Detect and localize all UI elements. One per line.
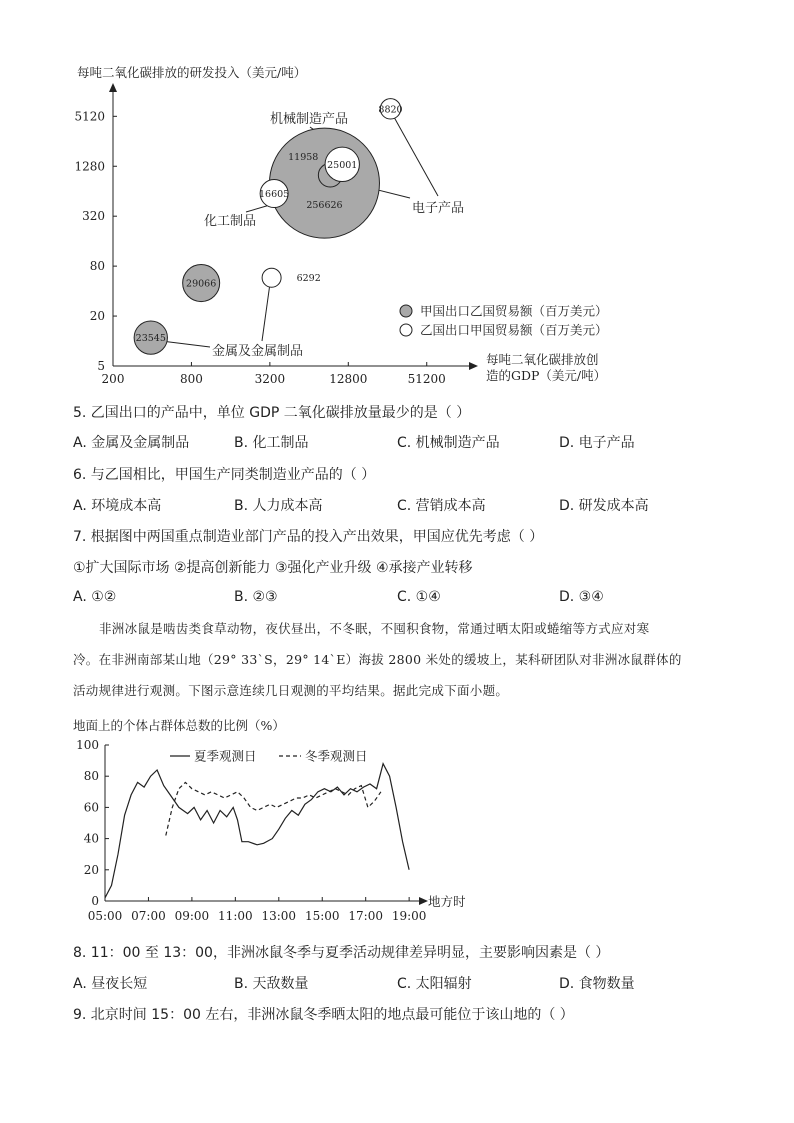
x-tick-label: 13:00: [261, 909, 297, 923]
legend-swatch: [400, 305, 412, 317]
passage-line-2: 冷。在非洲南部某山地（29° 33`S，29° 14`E）海拔 2800 米处的缓坡上，某科研团队对非洲冰鼠群体的: [73, 652, 682, 667]
q6-option-c[interactable]: C. 营销成本高: [397, 498, 486, 514]
q7-option-d[interactable]: D. ③④: [559, 589, 604, 605]
y-tick-label: 1280: [74, 159, 105, 174]
y-tick-label: 0: [91, 894, 99, 908]
x-tick-label: 17:00: [348, 909, 383, 923]
line-chart-ylabel: 地面上的个体占群体总数的比例（%）: [73, 718, 285, 733]
bubble-value-label: 8820: [378, 104, 403, 116]
y-tick-label: 40: [83, 831, 99, 846]
leader-line: [166, 342, 210, 347]
bubble-value-label: 11958: [288, 152, 319, 164]
bubble-value-label: 23545: [135, 333, 166, 345]
legend-label-summer: 夏季观测日: [194, 748, 257, 764]
summer-series-line: [105, 764, 409, 898]
x-tick-label: 200: [101, 372, 125, 386]
y-tick-label: 20: [89, 309, 105, 324]
y-tick-label: 20: [83, 862, 99, 877]
x-tick-label: 19:00: [391, 909, 427, 923]
bubble: [262, 268, 281, 287]
legend-label: 乙国出口甲国贸易额（百万美元）: [420, 322, 608, 338]
leader-line: [246, 206, 268, 212]
x-tick-label: 07:00: [131, 909, 166, 923]
bubble-chart-ylabel: 每吨二氧化碳排放的研发投入（美元/吨）: [77, 65, 307, 80]
x-tick-label: 09:00: [174, 909, 210, 923]
leader-line: [262, 286, 270, 341]
q6-stem: 6. 与乙国相比，甲国生产同类制造业产品的（ ）: [73, 467, 376, 483]
activity-line-chart: [0, 710, 794, 930]
annotation-machinery: 机械制造产品: [270, 112, 349, 127]
x-tick-label: 800: [179, 372, 203, 386]
passage-line-1: 非洲冰鼠是啮齿类食草动物，夜伏昼出，不冬眠，不囤积食物，常通过晒太阳或蜷缩等方式应对寒: [99, 621, 650, 636]
x-tick-label: 15:00: [304, 909, 340, 923]
passage-line-3: 活动规律进行观测。下图示意连续几日观测的平均结果。据此完成下面小题。: [73, 683, 509, 698]
q7-choices: ①扩大国际市场 ②提高创新能力 ③强化产业升级 ④承接产业转移: [73, 560, 473, 576]
q5-option-c[interactable]: C. 机械制造产品: [397, 435, 500, 451]
y-tick-label: 80: [83, 769, 99, 784]
leader-line: [395, 118, 438, 196]
legend-label-winter: 冬季观测日: [305, 748, 368, 764]
q7-option-a[interactable]: A. ①②: [73, 589, 117, 605]
q8-option-b[interactable]: B. 天敌数量: [234, 976, 309, 992]
annotation-metal: 金属及金属制品: [212, 344, 304, 359]
legend-label: 甲国出口乙国贸易额（百万美元）: [420, 303, 608, 319]
y-tick-label: 5: [97, 359, 105, 373]
q9-stem: 9. 北京时间 15：00 左右，非洲冰鼠冬季晒太阳的地点最可能位于该山地的（ ）: [73, 1007, 574, 1023]
legend-swatch: [400, 324, 412, 336]
x-tick-label: 51200: [407, 372, 446, 386]
y-tick-label: 320: [82, 209, 105, 224]
bubble-value-label: 256626: [306, 200, 343, 212]
y-tick-label: 80: [89, 259, 105, 274]
x-axis-label: 地方时: [428, 894, 466, 909]
q7-option-b[interactable]: B. ②③: [234, 589, 278, 605]
y-tick-label: 60: [83, 800, 99, 815]
y-axis-arrow: [109, 83, 117, 92]
q5-option-d[interactable]: D. 电子产品: [559, 435, 635, 451]
x-axis-label-line2: 造的GDP（美元/吨）: [486, 368, 607, 383]
x-axis-arrow: [419, 897, 428, 905]
x-tick-label: 3200: [254, 372, 286, 386]
bubble-value-label: 6292: [296, 273, 321, 285]
q7-option-c[interactable]: C. ①④: [397, 589, 441, 605]
bubble-value-label: 29066: [186, 278, 217, 290]
q5-stem: 5. 乙国出口的产品中，单位 GDP 二氧化碳排放量最少的是（ ）: [73, 405, 471, 421]
q6-option-d[interactable]: D. 研发成本高: [559, 498, 649, 514]
q8-option-c[interactable]: C. 太阳辐射: [397, 976, 472, 992]
q7-stem: 7. 根据图中两国重点制造业部门产品的投入产出效果，甲国应优先考虑（ ）: [73, 529, 544, 545]
x-axis-label-line1: 每吨二氧化碳排放创: [486, 352, 599, 367]
q5-option-a[interactable]: A. 金属及金属制品: [73, 435, 190, 451]
q8-stem: 8. 11：00 至 13：00，非洲冰鼠冬季与夏季活动规律差异明显，主要影响因素是（ ）: [73, 945, 610, 961]
x-tick-label: 11:00: [218, 909, 253, 923]
x-tick-label: 12800: [329, 372, 368, 386]
y-tick-label: 5120: [74, 109, 105, 124]
y-tick-label: 100: [76, 738, 99, 752]
annotation-chemical: 化工制品: [204, 214, 257, 229]
q6-option-a[interactable]: A. 环境成本高: [73, 498, 162, 514]
q6-option-b[interactable]: B. 人力成本高: [234, 498, 323, 514]
bubble-chart: [0, 55, 794, 395]
q8-option-d[interactable]: D. 食物数量: [559, 976, 635, 992]
q8-option-a[interactable]: A. 昼夜长短: [73, 976, 148, 992]
annotation-electronics: 电子产品: [412, 201, 465, 216]
passage: [73, 613, 713, 706]
x-tick-label: 05:00: [87, 909, 123, 923]
bubble-value-label: 25001: [327, 159, 358, 171]
x-axis-arrow: [469, 362, 478, 370]
q5-option-b[interactable]: B. 化工制品: [234, 435, 309, 451]
bubble-value-label: 16605: [259, 189, 290, 201]
